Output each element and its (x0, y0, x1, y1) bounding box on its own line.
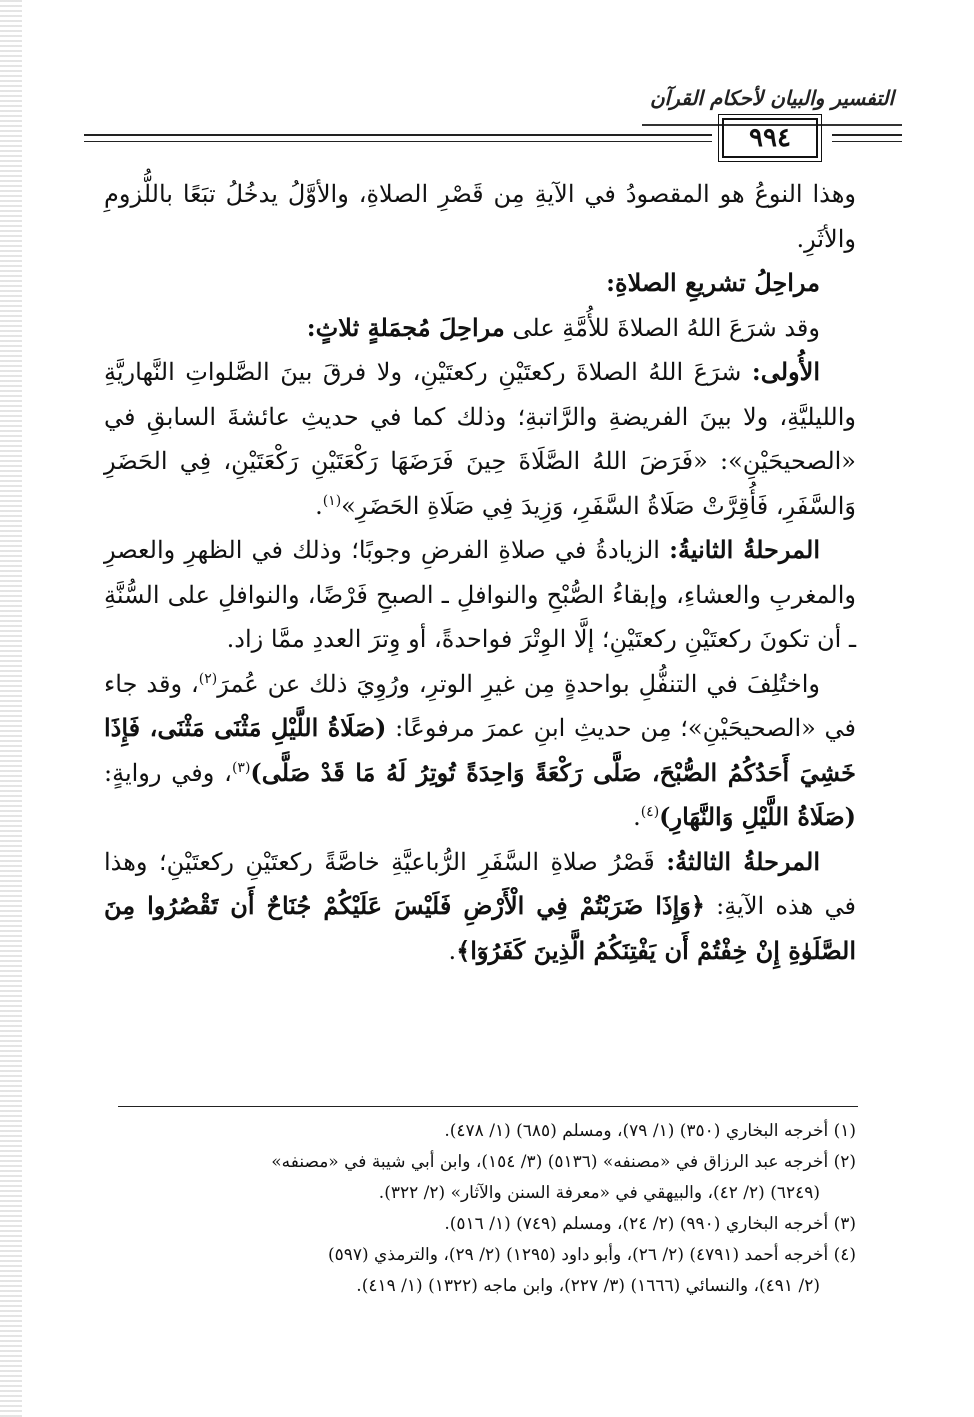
stage-2-label: المرحلةُ الثانيةُ: (669, 535, 820, 564)
hadith-night-day: (صَلَاةُ اللَّيْلِ وَالنَّهَارِ) (659, 802, 856, 831)
paragraph-stage-3 (104, 840, 856, 974)
footnote-2: (٢) أخرجه عبد الرزاق في «مصنفه» (٥١٣٦) (٣/ ١٥٤)، وابن أبي شيبة في «مصنفه» (271, 1152, 856, 1172)
paragraph-2-text: وقد شرَعَ اللهُ الصلاةَ للأُمَّةِ على (504, 313, 820, 342)
paragraph-stage-1 (104, 350, 856, 528)
stage-3-end: . (448, 936, 457, 965)
stage-1-end: . (315, 491, 323, 520)
witr-text-c: ، وفي روايةٍ: (104, 758, 232, 787)
stage-1-label: الأُولى: (751, 357, 820, 386)
page-header (82, 86, 902, 166)
paragraph-2-bold: مراحِلَ مُجمَلةٍ ثلاثٍ: (306, 312, 505, 342)
witr-text-b: ، وقد جاء في «الصحيحَيْنِ»؛ مِن حديثِ ابنِ عمرَ مرفوعًا: (104, 669, 857, 742)
footnotes (116, 1116, 856, 1302)
paragraph-1: وهذا النوعُ هو المقصودُ في الآيةِ مِن قَصْرِ الصلاةِ، والأوَّلُ يدخُلُ تبَعًا باللُّزومِ والأثَرِ. (104, 180, 856, 253)
stage-3-label: المرحلةُ الثالثةُ: (666, 846, 820, 876)
header-rule-right (832, 134, 902, 142)
quran-verse: ﴿وَإِذَا ضَرَبْتُمْ فِي الْأَرْضِ فَلَيْسَ عَلَيْكُمْ جُنَاحٌ أَن تَقْصُرُوا مِنَ الصَّلَوٰةِ إِنْ خِفْتُمْ أَن يَفْتِنَكُمُ الَّذِينَ كَفَرُوٓا﴾ (104, 891, 856, 965)
footnote-4-continued: (٢/ ٤٩١)، والنسائي (١٦٦٦) (٣/ ٢٢٧)، وابن ماجه (١٣٢٢) (١/ ٤١٩). (356, 1276, 820, 1296)
footnote-2-continued: (٦٢٤٩) (٢/ ٤٢)، والبيهقي في «معرفة السنن والآثار» (٢/ ٣٢٢). (378, 1183, 820, 1203)
page-number: ٩٩٤ (722, 118, 818, 158)
footnote-ref-2[interactable]: (٢) (198, 670, 218, 687)
running-title: التفسير والبيان لأحكام القرآن (649, 86, 895, 110)
paragraph-stage-2 (104, 528, 856, 662)
footnote-4: (٤) أخرجه أحمد (٤٧٩١) (٢/ ٢٦)، وأبو داود (١٢٩٥) (٢/ ٢٩)، والترمذي (٥٩٧) (327, 1245, 856, 1265)
footnote-ref-3[interactable]: (٣) (231, 759, 251, 776)
witr-end: . (633, 803, 641, 831)
footnote-3: (٣) أخرجه البخاري (٩٩٠) (٢/ ٢٤)، ومسلم (٧٤٩) (١/ ٥١٦). (444, 1214, 856, 1234)
paragraph-witr (104, 662, 856, 840)
witr-text-a: واختُلِفَ في التنفُّلِ بواحدةٍ مِن غيرِ الوترِ، ورُوِيَ ذلك عن عُمرَ (217, 669, 820, 698)
footnote-ref-4[interactable]: (٤) (640, 804, 660, 820)
stage-1-text: شرَعَ اللهُ الصلاةَ ركعتَيْنِ ركعتَيْنِ، ولا فرقَ بينَ الصَّلواتِ النَّهاريَّةِ والليليَّةِ، ولا بينَ الفريضةِ والرَّاتبةِ؛ وذلك كما في حديثِ عائشةَ السابقِ في «الصحيحَيْنِ»: «فَرَضَ اللهُ الصَّلَاةَ حِينَ فَرَضَهَا رَكْعَتَيْنِ رَكْعَتَيْنِ، فِي الحَضَرِ وَالسَّفَرِ، فَأُقِرَّتْ صَلَاةُ السَّفَرِ، وَزِيدَ فِي صَلَاةِ الحَضَرِ» (104, 358, 856, 520)
paragraph-2 (104, 306, 856, 351)
scan-edge (0, 0, 22, 1417)
footnote-divider (118, 1106, 858, 1107)
header-rule-left (84, 134, 712, 142)
hadith-night-prayer: (صَلَاةُ اللَّيْلِ مَثْنَى مَثْنَى، فَإِذَا خَشِيَ أَحَدُكُمُ الصُّبْحَ، صَلَّى رَكْعَةً وَاحِدَةً تُوتِرُ لَهُ مَا قَدْ صَلَّى) (104, 713, 857, 787)
stage-2-text: الزيادةُ في صلاةِ الفرضِ وجوبًا؛ وذلك في الظهرِ والعصرِ والمغربِ والعشاءِ، وإبقاءُ الصُّبْحِ والنوافلِ ـ الصبحِ فَرْضًا، والنوافلِ على السُّنَّةِ ـ أن تكونَ ركعتَيْنِ ركعتَيْنِ؛ إلَّا الوِتْرَ فواحدةً، أو وِترَ العددِ ممَّا زاد. (104, 536, 856, 653)
main-text (104, 172, 856, 973)
footnote-ref-1[interactable]: (١) (322, 492, 342, 509)
footnote-1: (١) أخرجه البخاري (٣٥٠) (١/ ٧٩)، ومسلم (٦٨٥) (١/ ٤٧٨). (444, 1121, 856, 1141)
section-heading: مراحِلُ تشريعِ الصلاةِ: (606, 268, 820, 297)
stage-3-text: قَصْرُ صلاةِ السَّفَرِ الرُّباعيَّةِ خاصَّةً ركعتَيْنِ ركعتَيْنِ؛ وهذا في هذه الآيةِ: (104, 847, 856, 920)
